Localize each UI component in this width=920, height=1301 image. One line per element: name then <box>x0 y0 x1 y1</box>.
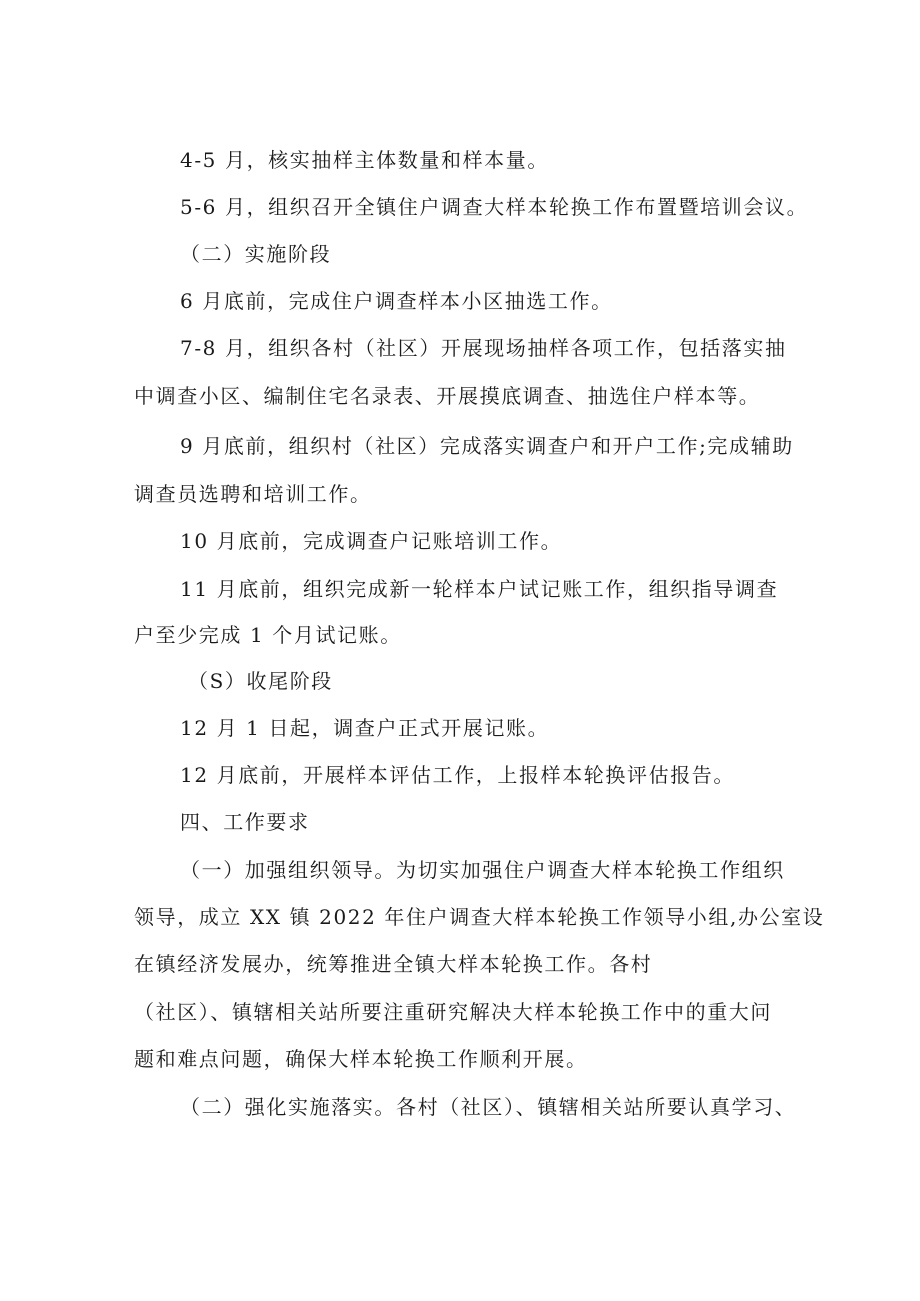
text-line-6: 中调查小区、编制住宅名录表、开展摸底调查、抽选住户样本等。 <box>134 384 761 408</box>
text-line-10: 11 月底前，组织完成新一轮样本户试记账工作，组织指导调查 <box>180 577 779 601</box>
text-line-14: 12 月底前，开展样本评估工作，上报样本轮换评估报告。 <box>180 763 736 787</box>
text-line-2: 5-6 月，组织召开全镇住户调查大样本轮换工作布置暨培训会议。 <box>180 195 809 219</box>
text-line-8: 调查员选聘和培训工作。 <box>134 482 372 506</box>
text-line-19: （社区）、镇辖相关站所要注重研究解决大样本轮换工作中的重大问 <box>134 1000 772 1024</box>
text-line-16: （一）加强组织领导。为切实加强住户调查大样本轮换工作组织 <box>180 858 785 882</box>
text-line-17: 领导，成立 XX 镇 2022 年住户调查大样本轮换工作领导小组,办公室设 <box>134 905 825 929</box>
section-heading-requirements: 四、工作要求 <box>180 810 310 834</box>
section-heading-implementation: （二）实施阶段 <box>180 242 332 266</box>
text-line-20: 题和难点问题，确保大样本轮换工作顺利开展。 <box>134 1047 588 1071</box>
text-line-11: 户至少完成 1 个月试记账。 <box>134 623 402 647</box>
text-line-18: 在镇经济发展办，统筹推进全镇大样本轮换工作。各村 <box>134 952 653 976</box>
text-line-21: （二）强化实施落实。各村（社区）、镇辖相关站所要认真学习、 <box>180 1095 797 1119</box>
text-line-7: 9 月底前，组织村（社区）完成落实调查户和开户工作;完成辅助 <box>180 434 794 458</box>
text-line-13: 12 月 1 日起，调查户正式开展记账。 <box>180 716 550 740</box>
text-line-9: 10 月底前，完成调查户记账培训工作。 <box>180 529 563 553</box>
text-line-4: 6 月底前，完成住户调查样本小区抽选工作。 <box>180 289 613 313</box>
text-line-1: 4-5 月，核实抽样主体数量和样本量。 <box>180 148 549 172</box>
text-line-5: 7-8 月，组织各村（社区）开展现场抽样各项工作，包括落实抽 <box>180 336 787 360</box>
section-heading-closing: （S）收尾阶段 <box>188 669 333 693</box>
